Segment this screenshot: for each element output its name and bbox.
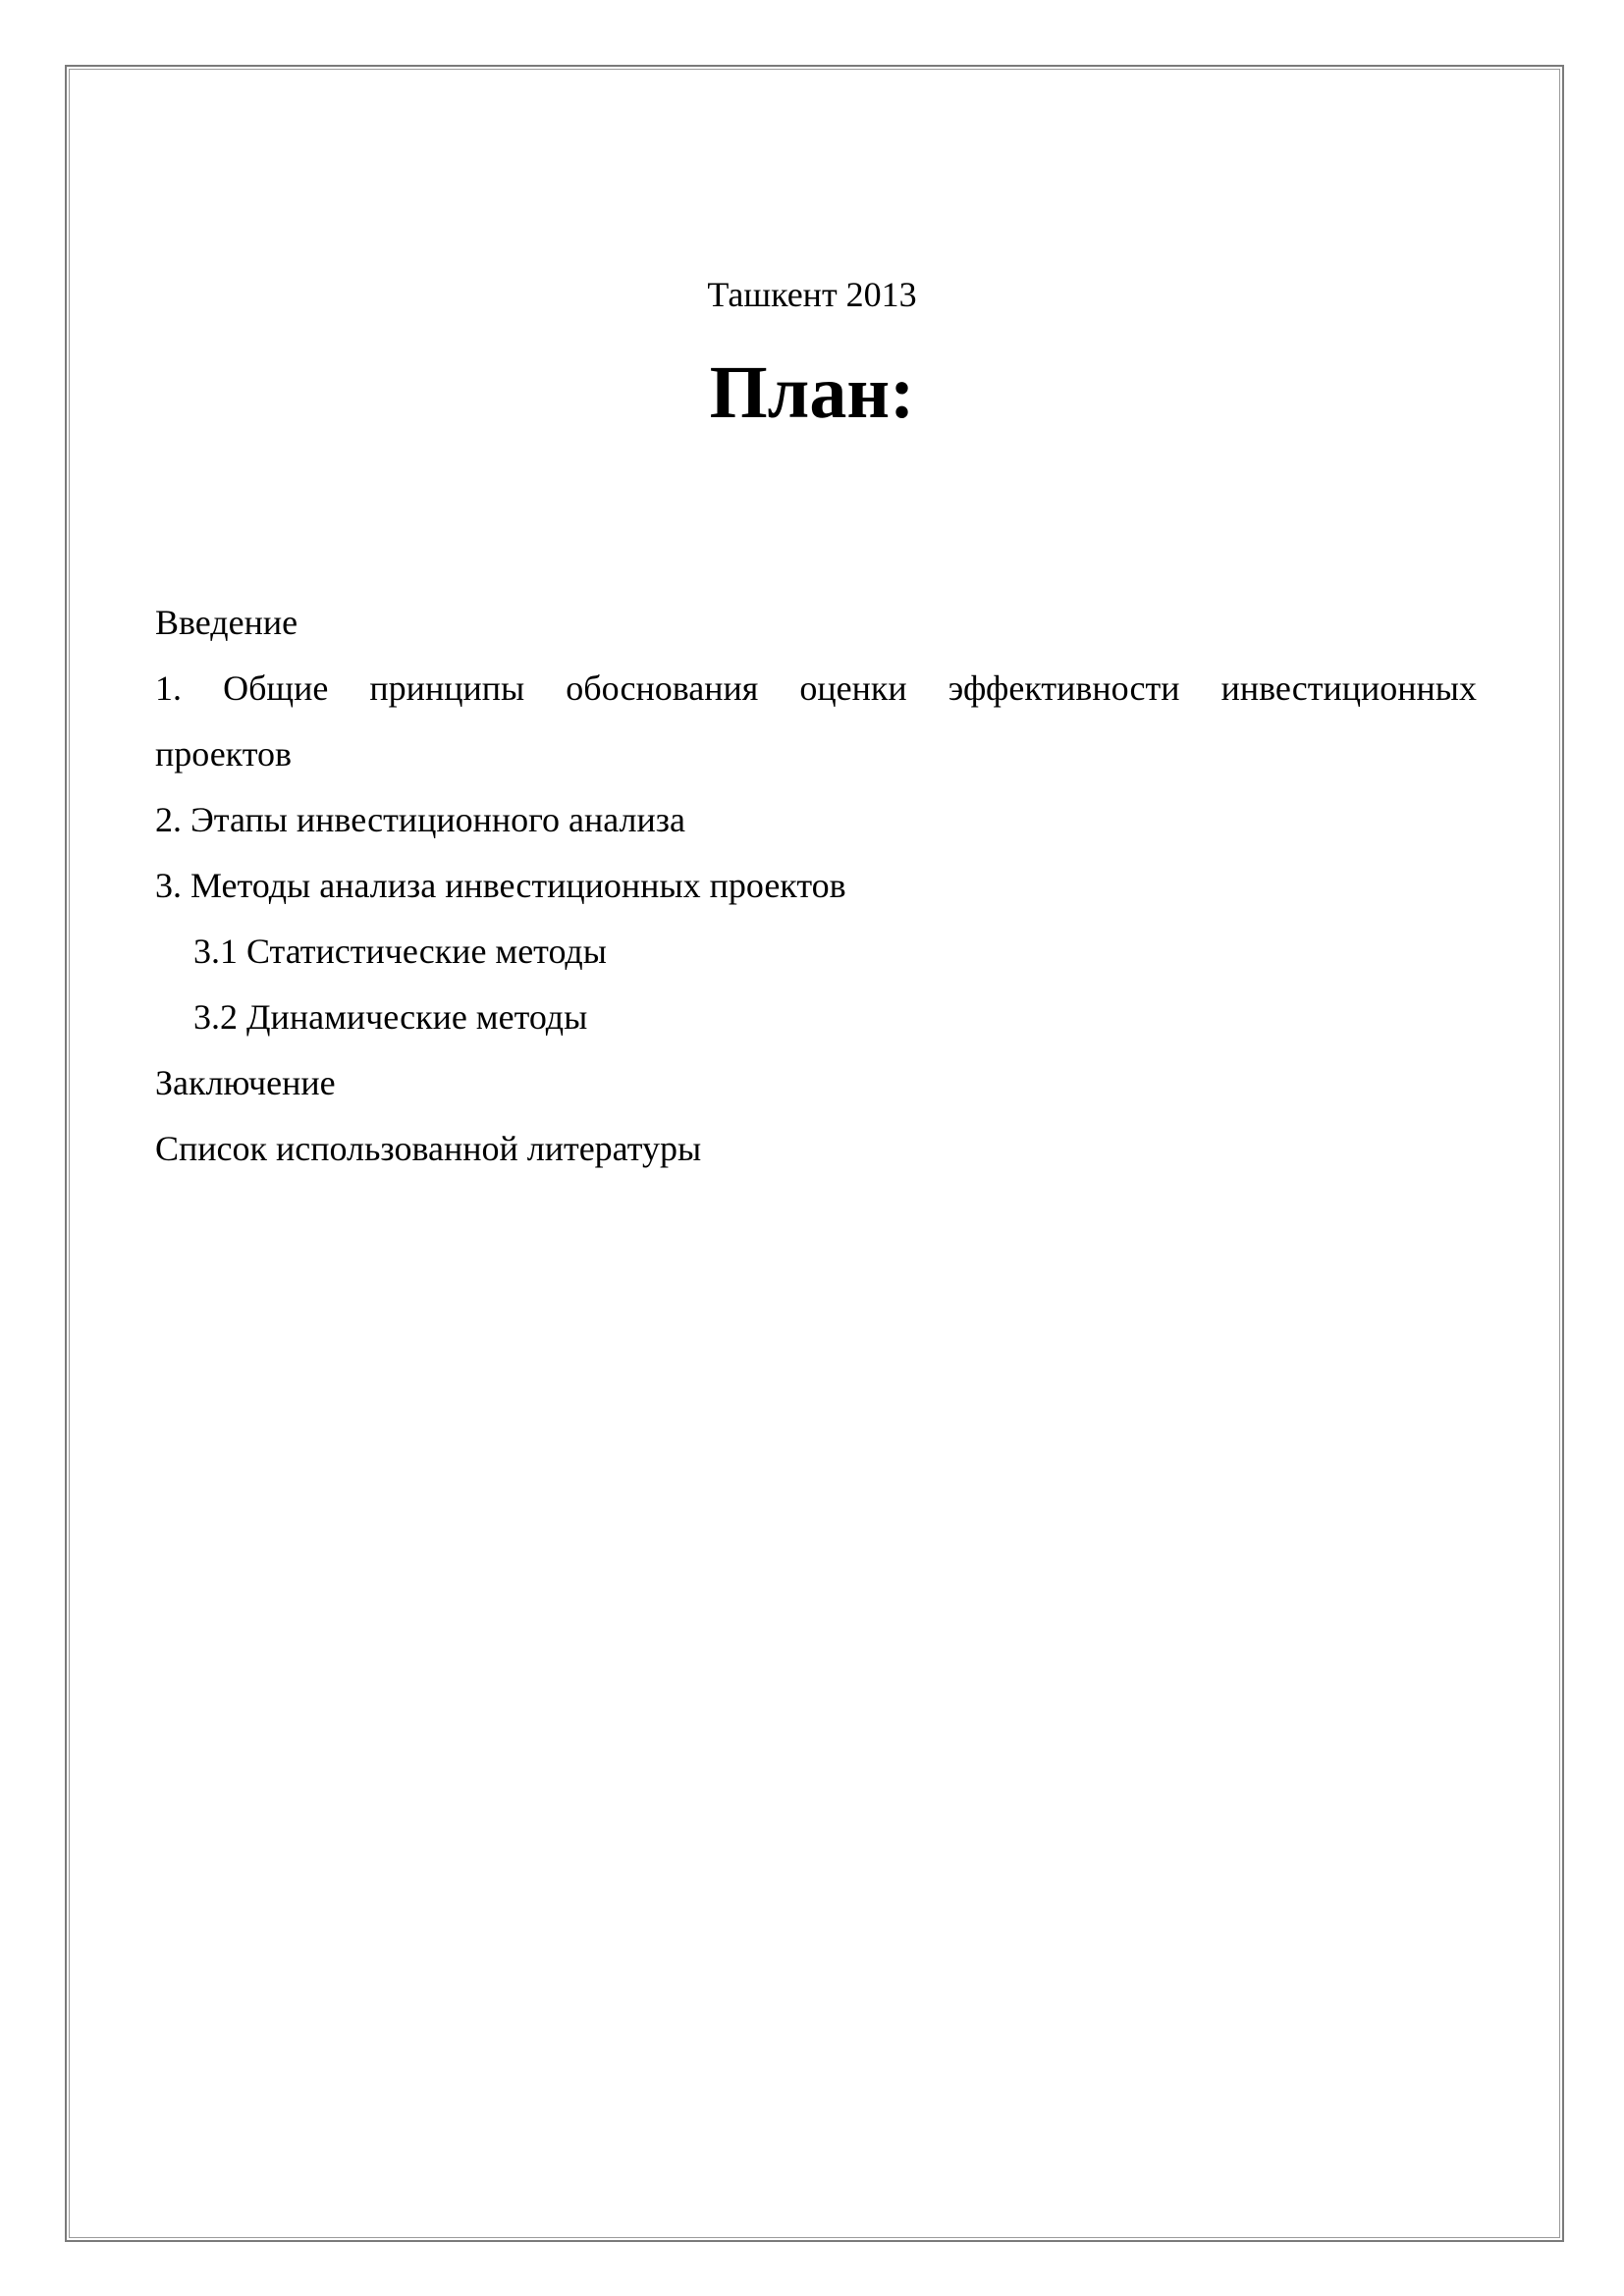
toc-item-3: 3. Методы анализа инвестиционных проектов (155, 866, 846, 905)
toc-item-1-line1: 1. Общие принципы обоснования оценки эффективности инвестиционных (155, 668, 1477, 708)
toc-item-references: Список использованной литературы (155, 1129, 702, 1168)
page-title: План: (709, 351, 915, 434)
toc-item-3-1: 3.1 Статистические методы (193, 932, 607, 971)
toc-item-conclusion: Заключение (155, 1063, 336, 1102)
city-year-label: Ташкент 2013 (707, 275, 917, 314)
table-of-contents (155, 590, 1477, 1182)
toc-item-1-line2: проектов (155, 734, 292, 774)
toc-item-2: 2. Этапы инвестиционного анализа (155, 800, 685, 839)
toc-item-3-2: 3.2 Динамические методы (193, 997, 588, 1037)
toc-item-introduction: Введение (155, 603, 298, 642)
